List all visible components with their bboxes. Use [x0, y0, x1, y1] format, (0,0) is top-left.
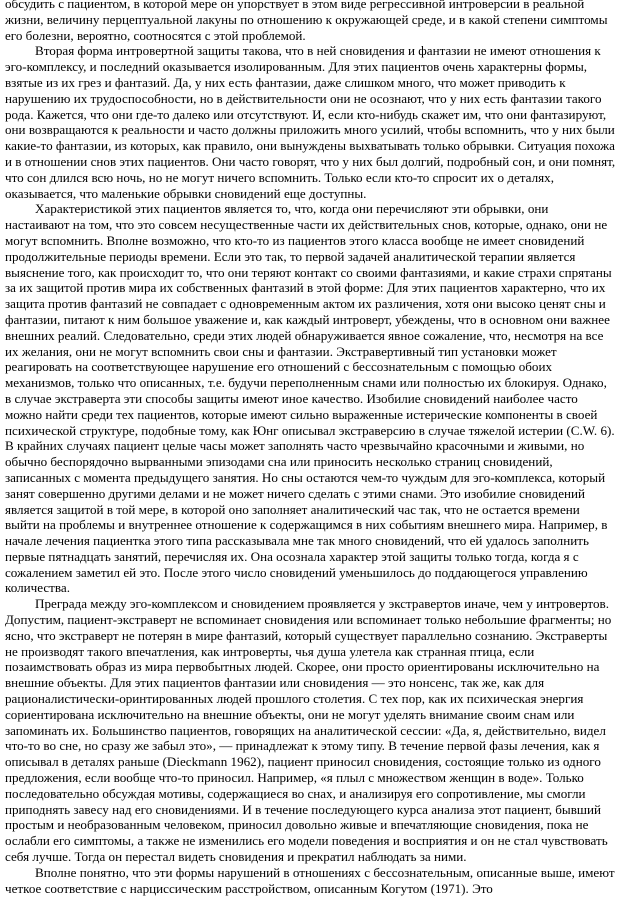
paragraph-4: Преграда между эго-комплексом и сновидением проявляется у экстравертов иначе, чем у интровертов. Допустим, пациент-экстраверт не вспоминает сновидения или вспоминает только небольшие фрагменты; но ясно, что экстраверт не потерян в мире фантазий, который существует параллельно сознанию. Экстраверты не производят такого впечатления, как интроверты, чья душа улетела как странная птица, если позаимствовать образ из мира первобытных людей. Скорее, они просто ориентированы исключительно на внешние объекты. Для этих пациентов фантазии или сновидения — это нонсенс, так же, как для рационалистически-оринтированных людей прошлого столетия. С тех пор, как их психическая энергия сориентирована исключительно на внешние объекты, они не могут уделять внимание своим снам или запоминать их. Большинство пациентов, говорящих на аналитической сессии: «Да, я, действительно, видел что-то во сне, но сразу же забыл это», — принадлежат к этому типу. В течение первой фазы лечения, как я описывал в деталях раньше (Dieckmann 1962), пациент приносил сновидения, состоящие только из одного предложения, если вообще что-то приносил. Например, «я плыл с множеством женщин в воде». Только последовательно обсуждая мотивы, содержащиеся во снах, и анализируя его сопротивление, мы смогли приподнять завесу над его сновидениями. И в течение последующего курса анализа этот пациент, бывший простым и необразованным человеком, приносил довольно живые и впечатляющие сновидения, пока не ослабли его симптомы, а также не изменились его модели поведения и восприятия и он не стал чувствовать себя лучше. Тогда он перестал видеть сновидения и прекратил наблюдать за ними. [5, 596, 612, 865]
paragraph-2: Вторая форма интровертной защиты такова, что в ней сновидения и фантазии не имеют отношения к эго-комплексу, и последний оказывается изолированным. Для этих пациентов очень характерны формы, взятые из их грез и фантазий. Да, у них есть фантазии, даже слишком много, что может приводить к нарушению их трудоспособности, но в действительности они не осознают, что у них есть фантазии такого рода. Кажется, что они где-то далеко или отсутствуют. И, если кто-нибудь скажет им, что они фантазируют, они возвращаются к реальности и часто должны приложить много усилий, чтобы вспомнить, что у них были какие-то фантазии, из которых, как правило, они вынуждены выхватывать только обрывки. Ситуация похожа и в отношении снов этих пациентов. Они часто говорят, что у них был долгий, подробный сон, и они помнят, что сон длился всю ночь, но не могут ничего вспомнить. Только если кто-то спросит их о деталях, оказывается, что маленькие обрывки сновидений еще доступны. [5, 43, 616, 201]
paragraph-5: Вполне понятно, что эти формы нарушений в отношениях с бессознательным, описанные выше, имеют четкое соответствие с нарциссическим расстройством, описанным Когутом (1971). Это [5, 864, 615, 896]
paragraph-3: Характеристикой этих пациентов является то, что, когда они перечисляют эти обрывки, они настаивают на том, что это совсем несущественные части их действительных снов, которые, однако, они не могут вспомнить. Вполне возможно, что кто-то из пациентов этого класса вообще не имеет сновидений продолжительные периоды времени. Если это так, то первой задачей аналитической терапии является выяснение того, как происходит то, что они теряют контакт со своими фантазиями, и какие страхи спрятаны за их защитой против мира их собственных фантазий в этой форме: Для этих пациентов характерно, что их защита против фантазий не совпадает с одновременным актом их различения, хотя они высоко ценят сны и фантазии, питают к ним большое уважение и, как каждый интроверт, убеждены, что в основном они важнее внешних реалий. Следовательно, среди этих людей обнаруживается явное сожаление, что, несмотря на все их желания, они не могут вспомнить свои сны и фантазии. Экстравертивный тип установки может реагировать на соответствующее нарушение его отношений с бессознательным с помощью обоих механизмов, только что описанных, т.е. будучи переполненным снами или полностью их блокируя. Однако, в случае экстраверта эти способы защиты имеют иное качество. Изобилие сновидений наиболее часто можно найти среди тех пациентов, которые имеют сильно выраженные истерические компоненты в своей психической структуре, подобные тому, как Юнг описывал экстраверсию в случае тяжелой истерии (C.W. 6). В крайних случаях пациент целые часы может заполнять часто чрезвычайно красочными и живыми, но обычно беспорядочно вырванными эпизодами сна или приносить несколько страниц сновидений, записанных с момента предыдущего занятия. Но сны остаются чем-то чуждым для эго-комплекса, который занят совершенно другими делами и не может ничего сделать с этими снами. Это изобилие сновидений является защитой в той мере, в которой оно заполняет аналитический час так, что не остается времени выйти на проблемы и внутреннее отношение к содержащимся в них событиям внешнего мира. Например, в начале лечения пациентка этого типа рассказывала мне так много сновидений, что ей удалось заполнить первые пятнадцать занятий, перечисляя их. Она осознала характер этой защиты только тогда, когда я с сожалением заметил ей это. После этого число сновидений уменьшилось до поддающегося управлению количества. [5, 201, 615, 596]
paragraph-1: обсудить с пациентом, в которой мере он упорствует в этом виде регрессивной интроверсии в реальной жизни, величину перцептуальной лакуны по отношению к окружающей среде, и в какой степени симптомы его болезни, вероятно, соотносятся с этой проблемой. [5, 0, 608, 43]
